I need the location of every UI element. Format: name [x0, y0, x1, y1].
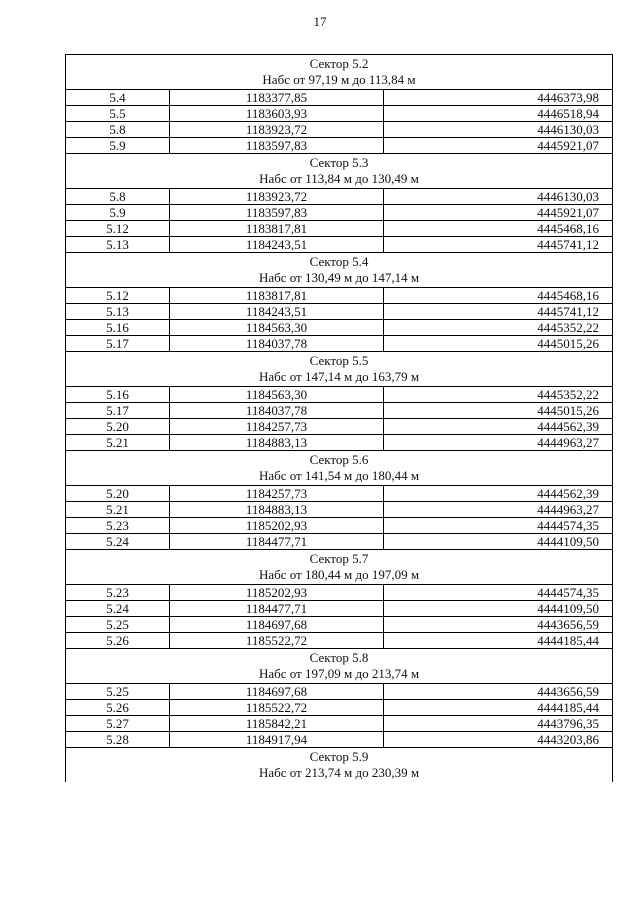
point-id-cell: 5.16: [66, 320, 170, 336]
sector-header: [66, 451, 613, 486]
point-id-cell: 5.25: [66, 617, 170, 633]
table-row: [66, 585, 613, 601]
table-row: [66, 435, 613, 451]
y-coordinate-cell: 4443203,86: [384, 732, 613, 748]
x-coordinate-cell: 1185842,21: [170, 716, 384, 732]
x-coordinate-cell: 1185522,72: [170, 700, 384, 716]
y-coordinate-cell: 4444963,27: [384, 502, 613, 518]
sector-header-row: [66, 451, 613, 486]
sector-range: Набс от 197,09 м до 213,74 м: [258, 666, 420, 681]
sector-title: Сектор 5.2: [309, 56, 369, 71]
table-row: [66, 205, 613, 221]
point-id-cell: 5.13: [66, 304, 170, 320]
table-row: [66, 534, 613, 550]
x-coordinate-cell: 1184037,78: [170, 403, 384, 419]
page-number: 17: [313, 14, 327, 29]
sector-title: Сектор 5.5: [309, 353, 369, 368]
sector-range: Набс от 213,74 м до 230,39 м: [258, 765, 420, 780]
y-coordinate-cell: 4445015,26: [384, 336, 613, 352]
point-id-cell: 5.27: [66, 716, 170, 732]
point-id-cell: 5.21: [66, 435, 170, 451]
point-id-cell: 5.17: [66, 403, 170, 419]
y-coordinate-cell: 4445921,07: [384, 138, 613, 154]
y-coordinate-cell: 4445921,07: [384, 205, 613, 221]
point-id-cell: 5.28: [66, 732, 170, 748]
table-row: [66, 700, 613, 716]
table-row: [66, 320, 613, 336]
point-id-cell: 5.4: [66, 90, 170, 106]
point-id-cell: 5.23: [66, 518, 170, 534]
y-coordinate-cell: 4445741,12: [384, 304, 613, 320]
sector-title: Сектор 5.9: [309, 749, 369, 764]
sector-header-row: [66, 55, 613, 90]
sector-header: [66, 55, 613, 90]
sector-range: Набс от 180,44 м до 197,09 м: [258, 567, 420, 582]
sector-range: Набс от 147,14 м до 163,79 м: [258, 369, 420, 384]
table-row: [66, 138, 613, 154]
coordinates-table: [65, 54, 613, 782]
sector-header: [66, 649, 613, 684]
table-row: [66, 288, 613, 304]
sector-title: Сектор 5.3: [309, 155, 369, 170]
sector-range: Набс от 97,19 м до 113,84 м: [262, 72, 416, 87]
point-id-cell: 5.24: [66, 601, 170, 617]
table-row: [66, 617, 613, 633]
x-coordinate-cell: 1183603,93: [170, 106, 384, 122]
table-row: [66, 732, 613, 748]
table-row: [66, 221, 613, 237]
table-row: [66, 601, 613, 617]
sector-header-row: [66, 154, 613, 189]
sector-header: [66, 154, 613, 189]
x-coordinate-cell: 1184697,68: [170, 617, 384, 633]
y-coordinate-cell: 4446518,94: [384, 106, 613, 122]
point-id-cell: 5.26: [66, 700, 170, 716]
y-coordinate-cell: 4445352,22: [384, 320, 613, 336]
y-coordinate-cell: 4444562,39: [384, 419, 613, 435]
sector-title: Сектор 5.6: [309, 452, 369, 467]
point-id-cell: 5.23: [66, 585, 170, 601]
point-id-cell: 5.25: [66, 684, 170, 700]
x-coordinate-cell: 1185202,93: [170, 585, 384, 601]
x-coordinate-cell: 1184037,78: [170, 336, 384, 352]
table-row: [66, 304, 613, 320]
y-coordinate-cell: 4446130,03: [384, 189, 613, 205]
table-row: [66, 486, 613, 502]
sector-header-row: [66, 649, 613, 684]
y-coordinate-cell: 4444562,39: [384, 486, 613, 502]
y-coordinate-cell: 4446373,98: [384, 90, 613, 106]
x-coordinate-cell: 1184917,94: [170, 732, 384, 748]
point-id-cell: 5.9: [66, 138, 170, 154]
y-coordinate-cell: 4445468,16: [384, 288, 613, 304]
x-coordinate-cell: 1184243,51: [170, 304, 384, 320]
table-row: [66, 189, 613, 205]
sector-header: [66, 253, 613, 288]
y-coordinate-cell: 4444185,44: [384, 633, 613, 649]
table-row: [66, 237, 613, 253]
x-coordinate-cell: 1184477,71: [170, 534, 384, 550]
point-id-cell: 5.8: [66, 122, 170, 138]
table-row: [66, 716, 613, 732]
table-row: [66, 403, 613, 419]
y-coordinate-cell: 4445741,12: [384, 237, 613, 253]
x-coordinate-cell: 1184257,73: [170, 486, 384, 502]
point-id-cell: 5.5: [66, 106, 170, 122]
table-row: [66, 419, 613, 435]
sector-header: [66, 352, 613, 387]
table-row: [66, 684, 613, 700]
y-coordinate-cell: 4446130,03: [384, 122, 613, 138]
x-coordinate-cell: 1185522,72: [170, 633, 384, 649]
point-id-cell: 5.12: [66, 221, 170, 237]
x-coordinate-cell: 1184477,71: [170, 601, 384, 617]
y-coordinate-cell: 4444574,35: [384, 585, 613, 601]
x-coordinate-cell: 1183923,72: [170, 122, 384, 138]
x-coordinate-cell: 1184257,73: [170, 419, 384, 435]
sector-range: Набс от 141,54 м до 180,44 м: [258, 468, 420, 483]
x-coordinate-cell: 1184243,51: [170, 237, 384, 253]
x-coordinate-cell: 1183817,81: [170, 221, 384, 237]
x-coordinate-cell: 1183923,72: [170, 189, 384, 205]
table-row: [66, 122, 613, 138]
x-coordinate-cell: 1183597,83: [170, 138, 384, 154]
y-coordinate-cell: 4443656,59: [384, 617, 613, 633]
point-id-cell: 5.12: [66, 288, 170, 304]
point-id-cell: 5.16: [66, 387, 170, 403]
y-coordinate-cell: 4445352,22: [384, 387, 613, 403]
y-coordinate-cell: 4445468,16: [384, 221, 613, 237]
point-id-cell: 5.20: [66, 419, 170, 435]
x-coordinate-cell: 1185202,93: [170, 518, 384, 534]
x-coordinate-cell: 1184883,13: [170, 502, 384, 518]
y-coordinate-cell: 4444963,27: [384, 435, 613, 451]
y-coordinate-cell: 4444185,44: [384, 700, 613, 716]
table-row: [66, 502, 613, 518]
coordinates-table-body: [66, 55, 613, 783]
point-id-cell: 5.9: [66, 205, 170, 221]
table-row: [66, 387, 613, 403]
y-coordinate-cell: 4445015,26: [384, 403, 613, 419]
y-coordinate-cell: 4443656,59: [384, 684, 613, 700]
sector-title: Сектор 5.4: [309, 254, 369, 269]
point-id-cell: 5.8: [66, 189, 170, 205]
table-row: [66, 336, 613, 352]
sector-title: Сектор 5.7: [309, 551, 369, 566]
point-id-cell: 5.17: [66, 336, 170, 352]
sector-header: [66, 550, 613, 585]
sector-header-row: [66, 748, 613, 783]
point-id-cell: 5.24: [66, 534, 170, 550]
x-coordinate-cell: 1183597,83: [170, 205, 384, 221]
sector-range: Набс от 130,49 м до 147,14 м: [258, 270, 420, 285]
x-coordinate-cell: 1184697,68: [170, 684, 384, 700]
sector-header-row: [66, 253, 613, 288]
table-row: [66, 106, 613, 122]
point-id-cell: 5.21: [66, 502, 170, 518]
point-id-cell: 5.20: [66, 486, 170, 502]
sector-header: [66, 748, 613, 783]
y-coordinate-cell: 4444574,35: [384, 518, 613, 534]
sector-header-row: [66, 550, 613, 585]
y-coordinate-cell: 4444109,50: [384, 601, 613, 617]
sector-range: Набс от 113,84 м до 130,49 м: [259, 171, 419, 186]
point-id-cell: 5.26: [66, 633, 170, 649]
x-coordinate-cell: 1184883,13: [170, 435, 384, 451]
y-coordinate-cell: 4443796,35: [384, 716, 613, 732]
table-row: [66, 90, 613, 106]
y-coordinate-cell: 4444109,50: [384, 534, 613, 550]
table-row: [66, 518, 613, 534]
point-id-cell: 5.13: [66, 237, 170, 253]
x-coordinate-cell: 1184563,30: [170, 387, 384, 403]
table-row: [66, 633, 613, 649]
x-coordinate-cell: 1184563,30: [170, 320, 384, 336]
sector-header-row: [66, 352, 613, 387]
sector-title: Сектор 5.8: [309, 650, 369, 665]
x-coordinate-cell: 1183817,81: [170, 288, 384, 304]
x-coordinate-cell: 1183377,85: [170, 90, 384, 106]
